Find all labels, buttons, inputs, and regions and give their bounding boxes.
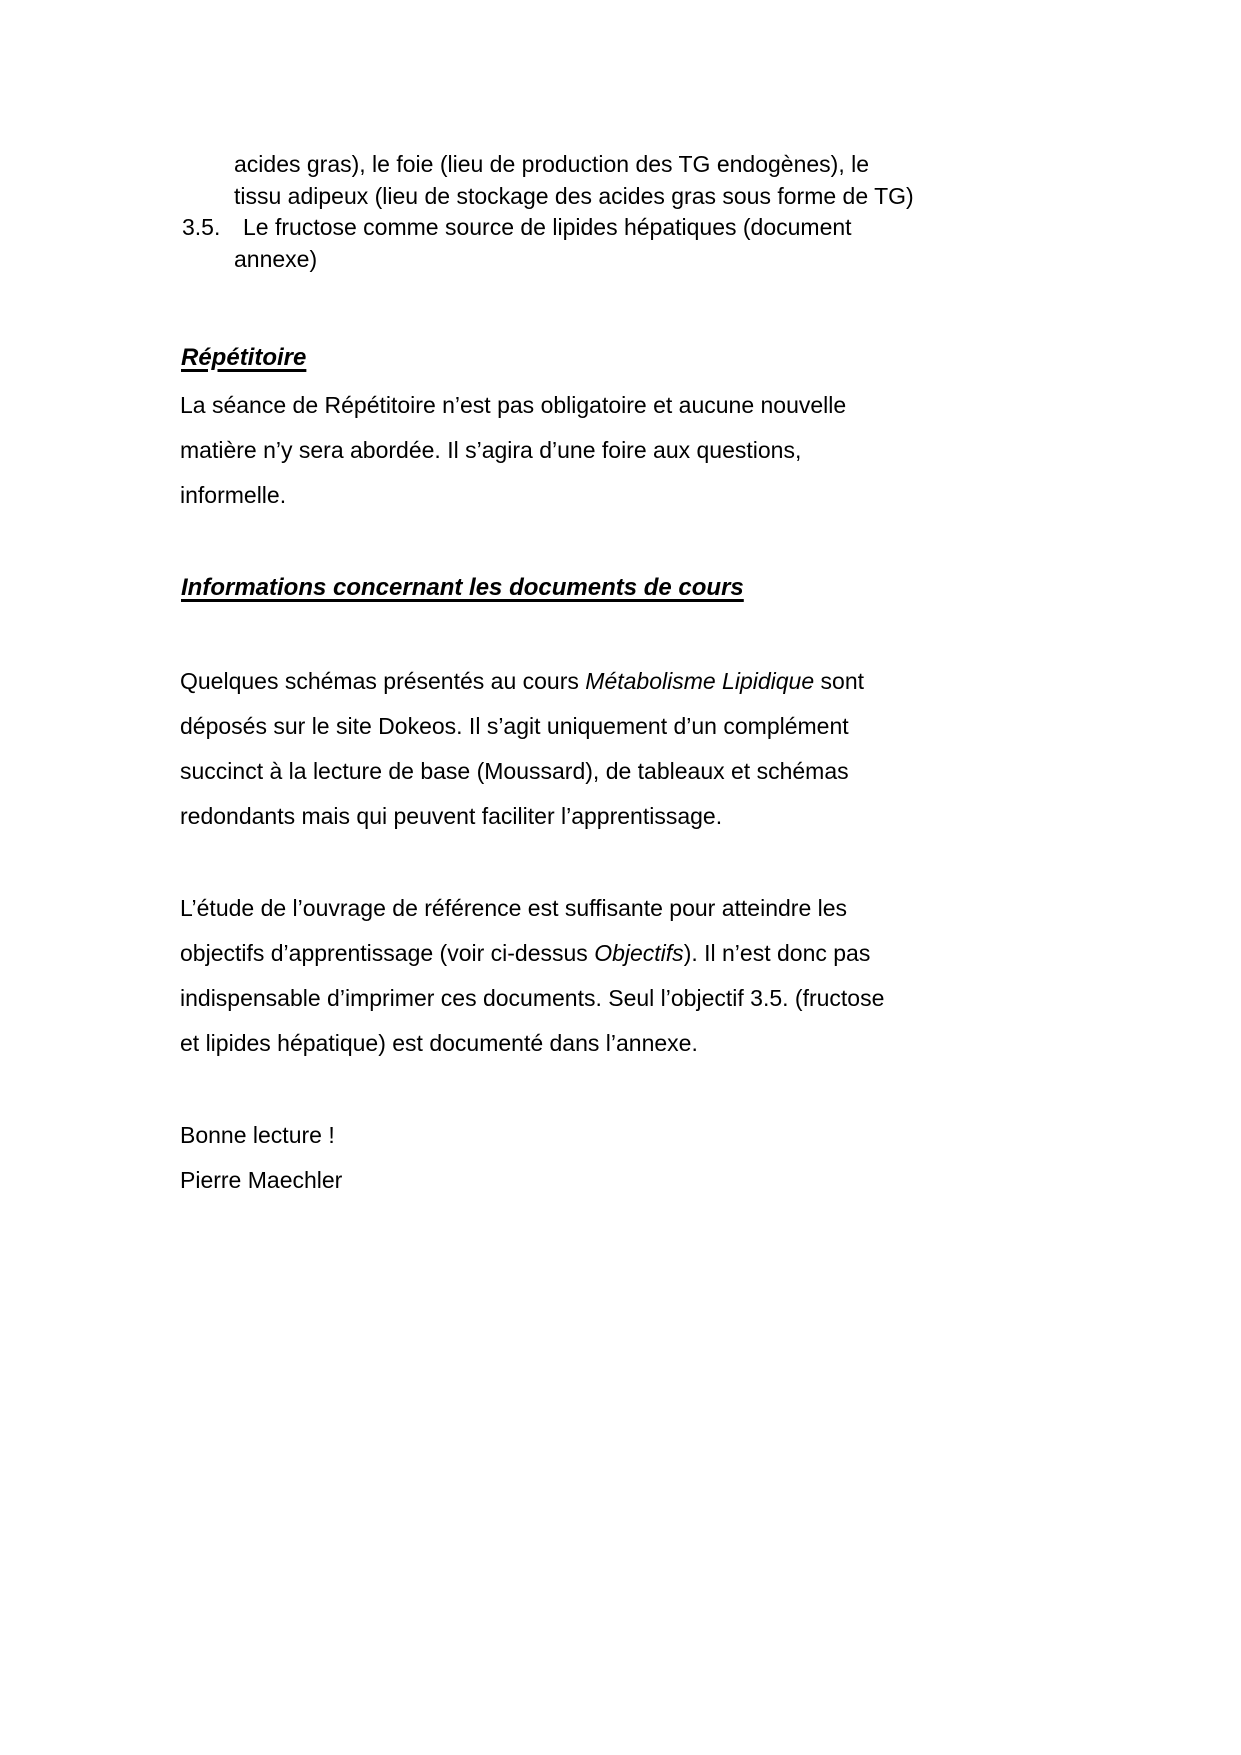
- text-line: [180, 1021, 884, 1066]
- text-run: Quelques schémas présentés au cours: [180, 668, 586, 694]
- text-line: [180, 794, 864, 839]
- italic-text-run: Métabolisme Lipidique: [585, 668, 815, 694]
- text-run: informelle.: [180, 482, 287, 508]
- list-item-text: acides gras), le foie (lieu de production des TG endogènes), le: [234, 151, 870, 177]
- text-run: redondants mais qui peuvent faciliter l’apprentissage.: [180, 803, 723, 829]
- objectives-list: [182, 149, 914, 275]
- text-run: déposés sur le site Dokeos. Il s’agit uniquement d’un complément: [180, 713, 849, 739]
- text-run: La séance de Répétitoire n’est pas obligatoire et aucune nouvelle: [180, 392, 847, 418]
- section-heading: Informations concernant les documents de cours: [181, 574, 744, 601]
- text-run: et lipides hépatique) est documenté dans l’annexe.: [180, 1030, 698, 1056]
- closing-lines: [180, 1113, 342, 1203]
- text-run: L’étude de l’ouvrage de référence est suffisante pour atteindre les: [180, 895, 848, 921]
- list-item-text: annexe): [234, 245, 318, 272]
- text-line: [180, 976, 884, 1021]
- section-heading: Répétitoire: [181, 344, 307, 371]
- text-run: sont: [814, 668, 865, 694]
- text-run: objectifs d’apprentissage (voir ci-dessus: [180, 940, 595, 966]
- closing-greeting: Bonne lecture !: [180, 1122, 335, 1148]
- text-run: indispensable d’imprimer ces documents. Seul l’objectif 3.5. (fructose: [180, 985, 885, 1011]
- text-line: [180, 383, 846, 428]
- text-run: matière n’y sera abordée. Il s’agira d’une foire aux questions,: [180, 437, 802, 463]
- text-line: [180, 749, 864, 794]
- paragraph: [180, 886, 884, 1066]
- text-line: [180, 428, 846, 473]
- text-line: [180, 886, 884, 931]
- list-continuation-line: [182, 244, 914, 276]
- author-name: Pierre Maechler: [180, 1167, 343, 1193]
- text-run: succinct à la lecture de base (Moussard), de tableaux et schémas: [180, 758, 849, 784]
- text-run: ). Il n’est donc pas: [683, 940, 871, 966]
- list-item-line: [182, 212, 914, 244]
- paragraph: [180, 659, 864, 839]
- italic-text-run: Objectifs: [594, 940, 684, 966]
- text-line: [180, 704, 864, 749]
- list-continuation-line: [182, 149, 914, 181]
- text-line: [180, 931, 884, 976]
- list-item-text: tissu adipeux (lieu de stockage des acides gras sous forme de TG): [234, 182, 914, 209]
- text-line: [180, 473, 846, 518]
- list-item-text: Le fructose comme source de lipides hépatiques (document: [243, 214, 852, 240]
- paragraph: [180, 383, 846, 518]
- list-continuation-line: [182, 181, 914, 213]
- list-item-number: 3.5.: [182, 214, 221, 240]
- text-line: [180, 659, 864, 704]
